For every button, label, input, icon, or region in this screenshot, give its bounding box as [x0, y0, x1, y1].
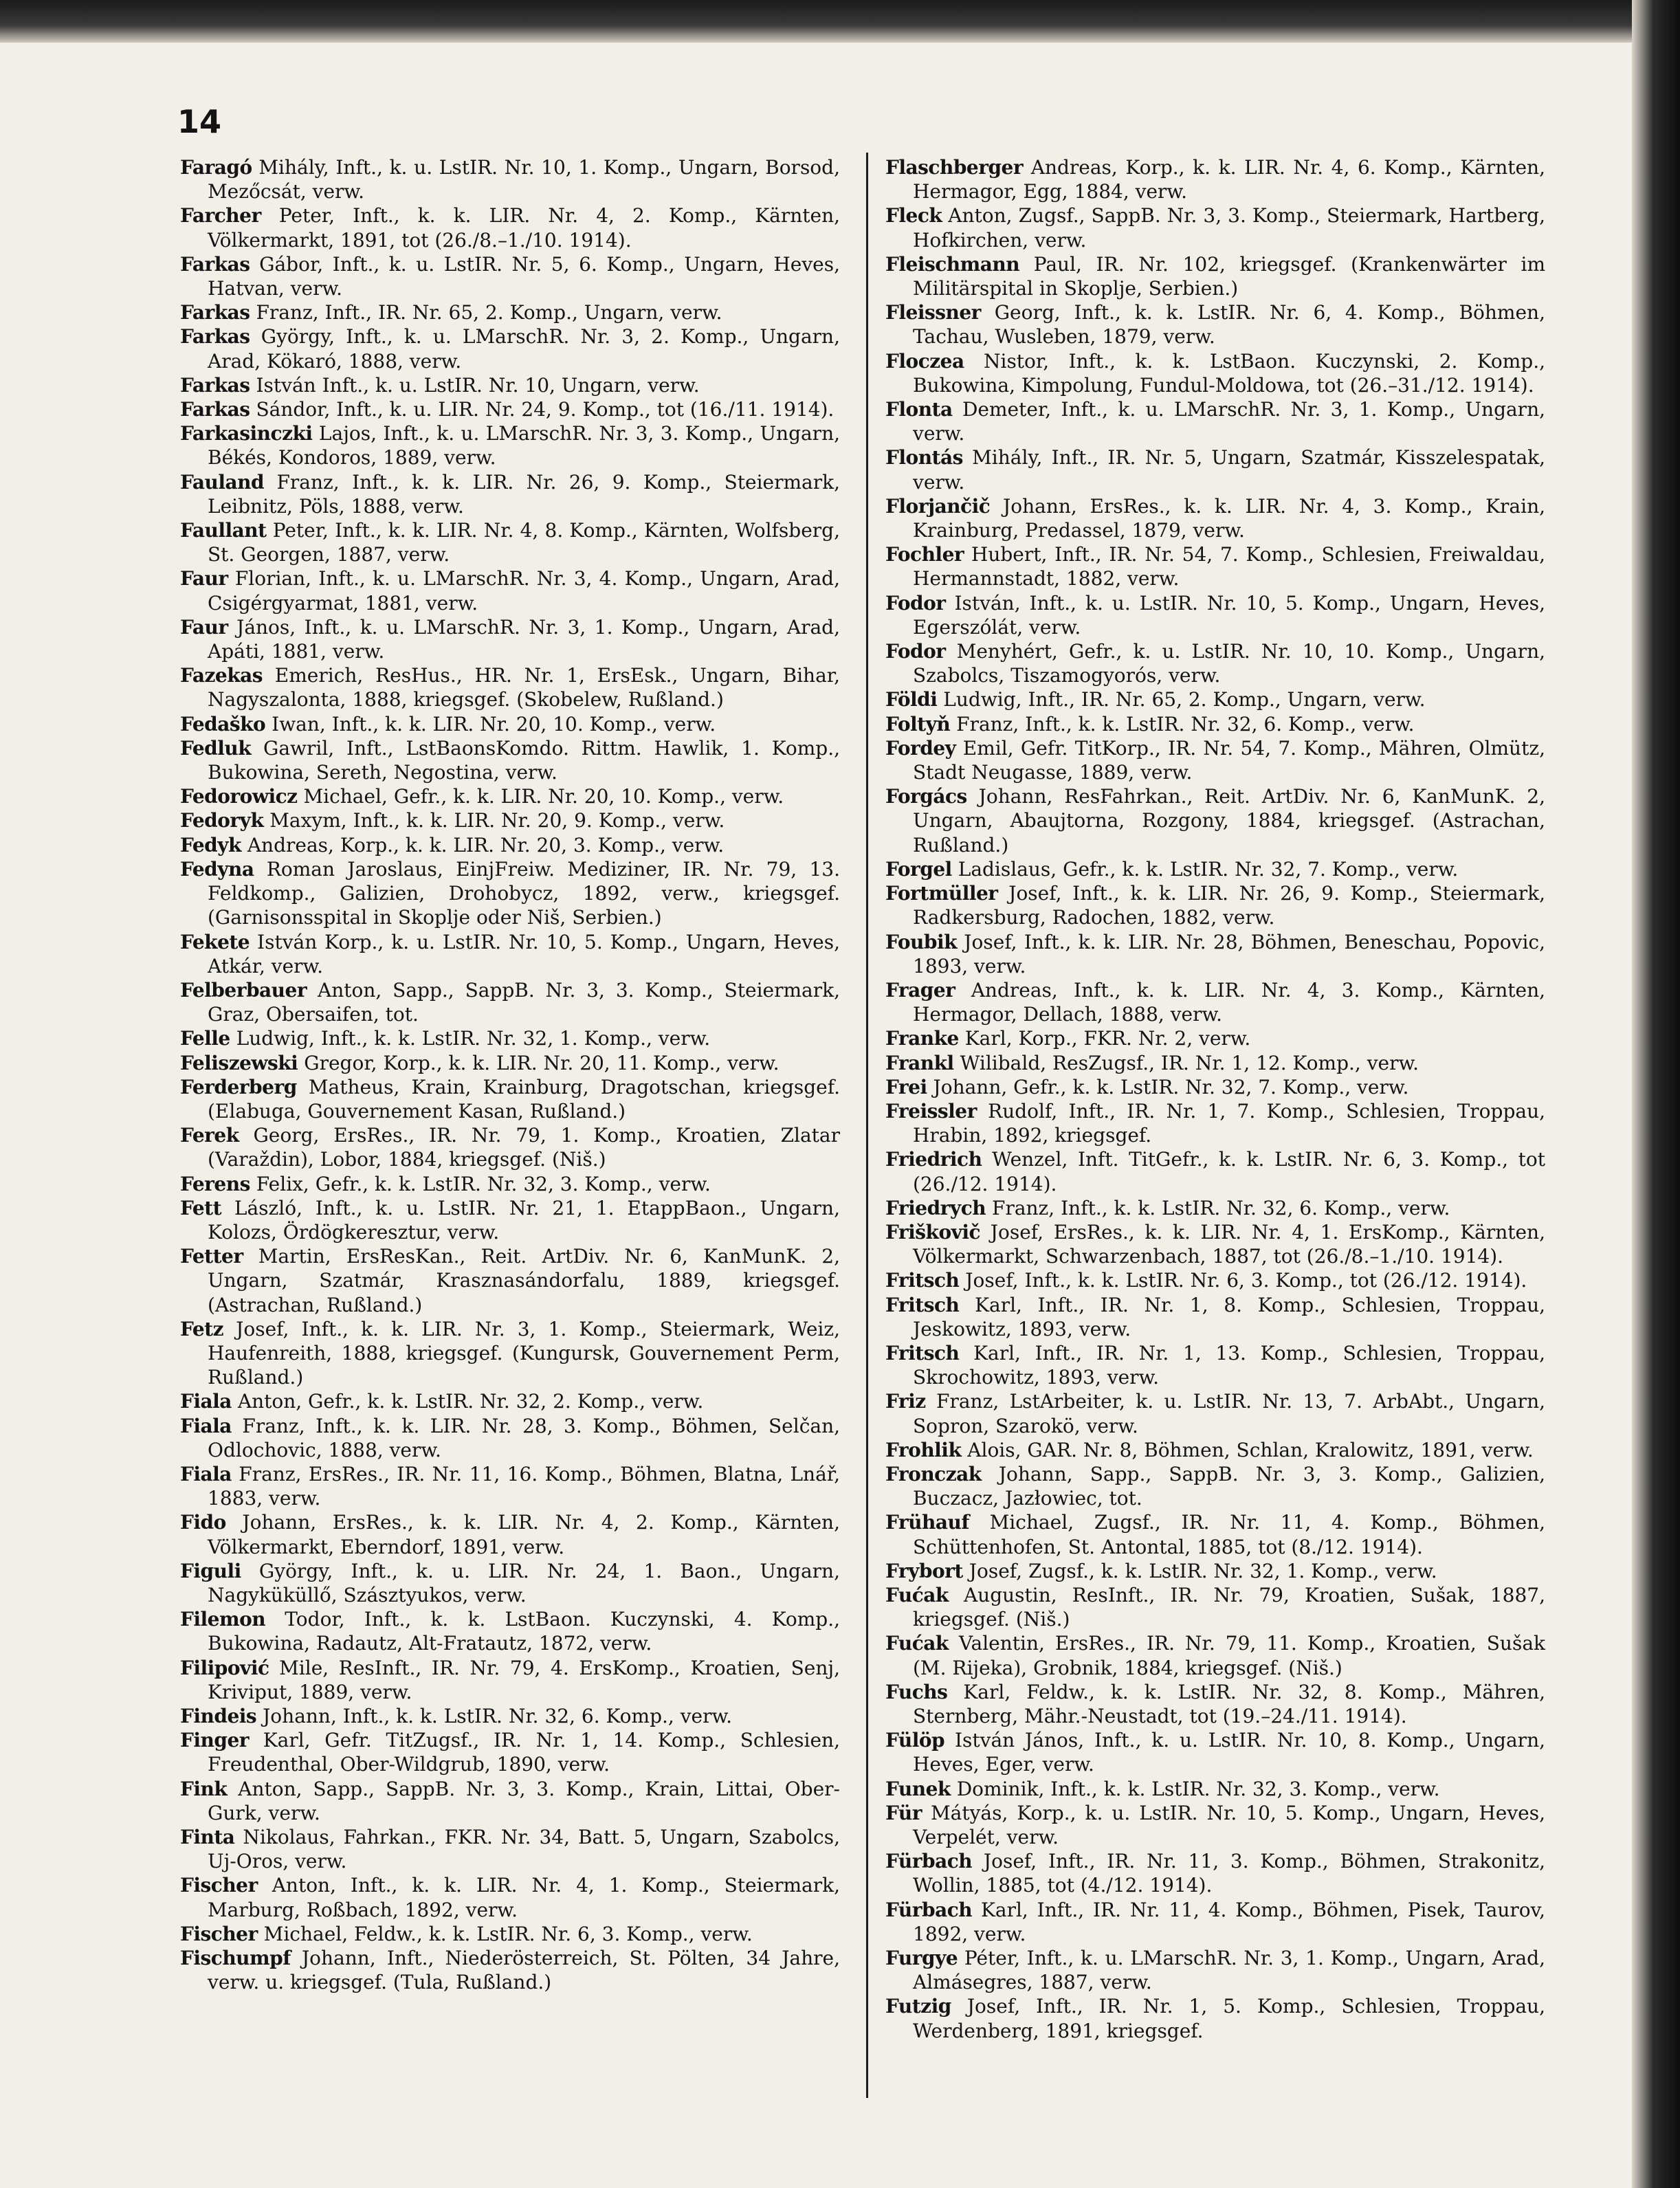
entry-details: Valentin, ErsRes., IR. Nr. 79, 11. Komp., Kroatien, Sušak (M. Rijeka), Grobnik, 1884, kriegsgef. (Niš.) — [913, 1632, 1545, 1679]
entry-surname: Foltyň — [885, 712, 951, 736]
entry-details: Gregor, Korp., k. k. LIR. Nr. 20, 11. Komp., verw. — [304, 1051, 780, 1074]
entry-details: Karl, Inft., IR. Nr. 1, 13. Komp., Schlesien, Troppau, Skrochowitz, 1893, verw. — [913, 1341, 1545, 1389]
entry-details: Johann, ErsRes., k. k. LIR. Nr. 4, 2. Komp., Kärnten, Völkermarkt, Eberndorf, 1891, verw. — [208, 1511, 840, 1558]
list-entry — [180, 663, 840, 711]
entry-details: Mátyás, Korp., k. u. LstIR. Nr. 10, 5. Komp., Ungarn, Heves, Verpelét, verw. — [913, 1801, 1545, 1849]
entry-details: Roman Jaroslaus, EinjFreiw. Mediziner, IR. Nr. 79, 13. Feldkomp., Galizien, Drohobycz, 1892, verw., kriegsgef. (Garnisonsspital in Skoplje oder Niš, Serbien.) — [208, 857, 840, 929]
entry-details: Anton, Sapp., SappB. Nr. 3, 3. Komp., Krain, Littai, Ober-Gurk, verw. — [208, 1777, 840, 1824]
entry-details: György, Inft., k. u. LIR. Nr. 24, 1. Baon., Ungarn, Nagyküküllő, Szásztyukos, verw. — [208, 1559, 840, 1606]
entry-surname: Fürbach — [885, 1850, 973, 1873]
list-entry — [885, 1075, 1545, 1099]
entry-details: Josef, Inft., k. k. LIR. Nr. 26, 9. Komp., Steiermark, Radkersburg, Radochen, 1882, verw. — [913, 882, 1546, 929]
entry-surname: Fauland — [180, 470, 265, 494]
entry-surname: Ferderberg — [180, 1075, 297, 1098]
list-entry — [885, 542, 1545, 590]
list-entry — [180, 324, 840, 373]
list-entry — [180, 155, 840, 203]
entry-details: Johann, Gefr., k. k. LstIR. Nr. 32, 7. Komp., verw. — [933, 1075, 1409, 1098]
list-entry — [180, 421, 840, 469]
entry-surname: Farkas — [180, 398, 250, 421]
list-entry — [180, 1510, 840, 1558]
entry-surname: Fordey — [885, 736, 956, 760]
entry-details: Franz, Inft., k. k. LIR. Nr. 28, 3. Komp., Böhmen, Selčan, Odlochovic, 1888, verw. — [208, 1414, 840, 1461]
list-entry — [180, 833, 840, 857]
entry-surname: Faur — [180, 567, 228, 590]
entry-surname: Frei — [885, 1075, 927, 1098]
list-entry — [885, 1026, 1545, 1050]
list-entry — [180, 930, 840, 978]
entry-details: Mihály, Inft., k. u. LstIR. Nr. 10, 1. Komp., Ungarn, Borsod, Mezőcsát, verw. — [208, 156, 840, 203]
entry-surname: Felberbauer — [180, 978, 307, 1002]
list-entry — [885, 1293, 1545, 1341]
list-entry — [180, 1317, 840, 1390]
entry-surname: Foubik — [885, 930, 957, 953]
entry-surname: Friškovič — [885, 1220, 981, 1244]
entry-surname: Fiala — [180, 1390, 232, 1413]
list-entry — [180, 1873, 840, 1921]
entry-details: Karl, Inft., IR. Nr. 1, 8. Komp., Schlesien, Troppau, Jeskowitz, 1893, verw. — [913, 1293, 1546, 1340]
list-entry — [885, 445, 1545, 494]
entry-details: Michael, Zugsf., IR. Nr. 11, 4. Komp., Böhmen, Schüttenhofen, St. Antontal, 1885, tot (8./12. 1914). — [913, 1511, 1545, 1558]
entry-surname: Filemon — [180, 1608, 266, 1631]
list-entry — [885, 1220, 1545, 1268]
entry-details: Matheus, Krain, Krainburg, Dragotschan, kriegsgef. (Elabuga, Gouvernement Kasan, Rußland.) — [208, 1075, 840, 1123]
entry-details: Iwan, Inft., k. k. LIR. Nr. 20, 10. Komp., verw. — [272, 712, 716, 736]
list-entry — [180, 1026, 840, 1050]
entry-details: Franz, Inft., k. k. LIR. Nr. 26, 9. Komp., Steiermark, Leibnitz, Pöls, 1888, verw. — [208, 470, 840, 518]
list-entry — [180, 566, 840, 615]
entry-surname: Fido — [180, 1511, 226, 1534]
list-entry — [180, 1656, 840, 1704]
entry-surname: Fućak — [885, 1632, 949, 1655]
list-entry — [180, 203, 840, 252]
entry-surname: Fleissner — [885, 301, 981, 324]
right-column — [885, 155, 1545, 2043]
entry-surname: Freissler — [885, 1099, 977, 1123]
entry-details: Alois, GAR. Nr. 8, Böhmen, Schlan, Kralowitz, 1891, verw. — [967, 1438, 1534, 1461]
entry-surname: Fedluk — [180, 736, 252, 760]
entry-details: Johann, ResFahrkan., Reit. ArtDiv. Nr. 6, KanMunK. 2, Ungarn, Abaujtorna, Rozgony, 1884, kriegsgef. (Astrachan, Rußland.) — [913, 785, 1545, 857]
entry-details: István Inft., k. u. LstIR. Nr. 10, Ungarn, verw. — [256, 373, 700, 397]
entry-details: István Korp., k. u. LstIR. Nr. 10, 5. Komp., Ungarn, Heves, Atkár, verw. — [208, 930, 841, 977]
entry-surname: Faragó — [180, 156, 252, 179]
list-entry — [180, 857, 840, 930]
entry-surname: Farkas — [180, 301, 250, 324]
list-entry — [885, 1341, 1545, 1389]
list-entry — [885, 1051, 1545, 1075]
entry-details: Emil, Gefr. TitKorp., IR. Nr. 54, 7. Komp., Mähren, Olmütz, Stadt Neugasse, 1889, verw. — [913, 736, 1545, 784]
entry-details: Ladislaus, Gefr., k. k. LstIR. Nr. 32, 7. Komp., verw. — [958, 857, 1459, 881]
list-entry — [885, 1801, 1545, 1849]
entry-details: Johann, Inft., k. k. LstIR. Nr. 32, 6. Komp., verw. — [263, 1705, 733, 1727]
entry-details: Paul, IR. Nr. 102, kriegsgef. (Krankenwärter im Militärspital in Skoplje, Serbien.) — [913, 252, 1546, 300]
entry-details: Franz, ErsRes., IR. Nr. 11, 16. Komp., Böhmen, Blatna, Lnář, 1883, verw. — [208, 1462, 840, 1510]
list-entry — [885, 1849, 1545, 1897]
list-entry — [885, 736, 1545, 784]
entry-details: Menyhért, Gefr., k. u. LstIR. Nr. 10, 10. Komp., Ungarn, Szabolcs, Tiszamogyorós, verw. — [913, 640, 1546, 687]
entry-details: Franz, LstArbeiter, k. u. LstIR. Nr. 13, 7. ArbAbt., Ungarn, Sopron, Szarokö, verw. — [913, 1390, 1545, 1437]
entry-surname: Fritsch — [885, 1293, 960, 1316]
entry-surname: Fuchs — [885, 1680, 948, 1703]
list-entry — [885, 1268, 1545, 1292]
entry-details: Wilibald, ResZugsf., IR. Nr. 1, 12. Komp., verw. — [960, 1051, 1419, 1074]
entry-surname: Frühauf — [885, 1511, 969, 1534]
entry-details: Anton, Inft., k. k. LIR. Nr. 4, 1. Komp., Steiermark, Marburg, Roßbach, 1892, verw. — [208, 1874, 840, 1921]
list-entry — [180, 1825, 840, 1873]
entry-details: Mihály, Inft., IR. Nr. 5, Ungarn, Szatmár, Kisszelespatak, verw. — [913, 446, 1545, 494]
list-entry — [885, 1559, 1545, 1583]
entry-surname: Fetz — [180, 1317, 223, 1340]
entry-surname: Fodor — [885, 591, 946, 615]
entry-surname: Farkas — [180, 325, 250, 349]
list-entry — [885, 1147, 1545, 1195]
list-entry — [885, 639, 1545, 687]
entry-details: Peter, Inft., k. k. LIR. Nr. 4, 8. Komp., Kärnten, Wolfsberg, St. Georgen, 1887, verw. — [208, 519, 840, 566]
entry-surname: Fronczak — [885, 1462, 982, 1485]
list-entry — [180, 397, 840, 421]
list-entry — [885, 1196, 1545, 1220]
list-entry — [180, 1462, 840, 1510]
entry-surname: Fleischmann — [885, 252, 1020, 276]
entry-details: Andreas, Inft., k. k. LIR. Nr. 4, 3. Komp., Kärnten, Hermagor, Dellach, 1888, verw. — [913, 978, 1545, 1026]
entry-details: Nikolaus, Fahrkan., FKR. Nr. 34, Batt. 5, Ungarn, Szabolcs, Uj-Oros, verw. — [208, 1826, 841, 1873]
entry-details: Hubert, Inft., IR. Nr. 54, 7. Komp., Schlesien, Freiwaldau, Hermannstadt, 1882, verw. — [913, 543, 1545, 590]
entry-details: László, Inft., k. u. LstIR. Nr. 21, 1. EtappBaon., Ungarn, Kolozs, Ördögkeresztur, verw. — [208, 1196, 840, 1244]
entry-surname: Fochler — [885, 543, 964, 566]
list-entry — [180, 978, 840, 1026]
entry-surname: Floczea — [885, 349, 964, 373]
list-entry — [885, 1462, 1545, 1510]
entry-details: Georg, ErsRes., IR. Nr. 79, 1. Komp., Kroatien, Zlatar (Varaždin), Lobor, 1884, kriegsgef. (Niš.) — [208, 1124, 841, 1171]
list-entry — [180, 1123, 840, 1171]
list-entry — [885, 712, 1545, 736]
entry-surname: Fischer — [180, 1874, 258, 1897]
list-entry — [180, 1244, 840, 1317]
entry-surname: Ferens — [180, 1172, 250, 1195]
entry-surname: Futzig — [885, 1995, 951, 2018]
entry-details: Andreas, Korp., k. k. LIR. Nr. 4, 6. Komp., Kärnten, Hermagor, Egg, 1884, verw. — [913, 156, 1545, 203]
entry-surname: Fritsch — [885, 1269, 960, 1292]
list-entry — [885, 687, 1545, 711]
entry-surname: Funek — [885, 1777, 951, 1800]
list-entry — [885, 397, 1545, 445]
list-entry — [180, 736, 840, 784]
entry-surname: Fetter — [180, 1245, 243, 1268]
entry-surname: Filipović — [180, 1656, 269, 1679]
entry-surname: Farkas — [180, 373, 250, 397]
column-divider — [866, 153, 868, 2098]
entry-details: Karl, Gefr. TitZugsf., IR. Nr. 1, 14. Komp., Schlesien, Freudenthal, Ober-Wildgrub, 1890, verw. — [208, 1729, 840, 1776]
list-entry — [885, 1777, 1545, 1801]
list-entry — [885, 1898, 1545, 1946]
list-entry — [885, 203, 1545, 252]
list-entry — [180, 615, 840, 663]
entry-surname: Friz — [885, 1390, 926, 1413]
list-entry — [180, 1704, 840, 1728]
list-entry — [180, 808, 840, 832]
entry-surname: Fodor — [885, 640, 946, 663]
entry-surname: Frohlik — [885, 1438, 962, 1461]
list-entry — [180, 1946, 840, 1994]
list-entry — [180, 470, 840, 518]
list-entry — [885, 1680, 1545, 1728]
entry-surname: Feliszewski — [180, 1051, 298, 1074]
list-entry — [885, 1389, 1545, 1437]
entry-details: Karl, Korp., FKR. Nr. 2, verw. — [964, 1027, 1251, 1050]
entry-details: Franz, Inft., k. k. LstIR. Nr. 32, 6. Komp., verw. — [956, 712, 1415, 736]
entry-details: Rudolf, Inft., IR. Nr. 1, 7. Komp., Schlesien, Troppau, Hrabin, 1892, kriegsgef. — [913, 1099, 1546, 1147]
entry-details: Gawril, Inft., LstBaonsKomdo. Rittm. Hawlik, 1. Komp., Bukowina, Sereth, Negostina, verw. — [208, 736, 840, 784]
entry-details: Mile, ResInft., IR. Nr. 79, 4. ErsKomp., Kroatien, Senj, Kriviput, 1889, verw. — [208, 1656, 840, 1703]
left-column — [180, 155, 840, 1994]
entry-surname: Faullant — [180, 519, 267, 542]
entry-details: Johann, Inft., Niederösterreich, St. Pölten, 34 Jahre, verw. u. kriegsgef. (Tula, Rußland.) — [208, 1947, 841, 1994]
entry-surname: Fischumpf — [180, 1947, 291, 1970]
list-entry — [885, 881, 1545, 929]
entry-details: Karl, Inft., IR. Nr. 11, 4. Komp., Böhmen, Pisek, Taurov, 1892, verw. — [913, 1898, 1545, 1945]
entry-surname: Findeis — [180, 1705, 257, 1727]
list-entry — [180, 712, 840, 736]
entry-surname: Fett — [180, 1196, 222, 1219]
entry-details: Anton, Sapp., SappB. Nr. 3, 3. Komp., Steiermark, Graz, Obersaifen, tot. — [208, 978, 841, 1026]
entry-surname: Fućak — [885, 1583, 949, 1606]
entry-details: Sándor, Inft., k. u. LIR. Nr. 24, 9. Komp., tot (16./11. 1914). — [256, 398, 835, 421]
entry-surname: Furgye — [885, 1947, 958, 1970]
list-entry — [885, 591, 1545, 639]
list-entry — [885, 1438, 1545, 1462]
list-entry — [180, 1728, 840, 1776]
entry-surname: Felle — [180, 1027, 230, 1050]
entry-surname: Flaschberger — [885, 156, 1024, 179]
entry-details: Johann, Sapp., SappB. Nr. 3, 3. Komp., Galizien, Buczacz, Jazłowiec, tot. — [913, 1462, 1545, 1510]
list-entry — [180, 1559, 840, 1607]
entry-surname: Frankl — [885, 1051, 954, 1074]
entry-surname: Farcher — [180, 204, 261, 228]
list-entry — [885, 1583, 1545, 1631]
entry-details: Andreas, Korp., k. k. LIR. Nr. 20, 3. Komp., verw. — [247, 833, 725, 857]
entry-details: Martin, ErsResKan., Reit. ArtDiv. Nr. 6, KanMunK. 2, Ungarn, Szatmár, Krasznasándorfalu, 1889, kriegsgef. (Astrachan, Rußland.) — [208, 1245, 840, 1316]
list-entry — [885, 494, 1545, 542]
entry-surname: Fürbach — [885, 1898, 973, 1921]
list-entry — [180, 252, 840, 300]
entry-surname: Finger — [180, 1729, 250, 1752]
entry-surname: Fedaško — [180, 712, 266, 736]
list-entry — [885, 784, 1545, 857]
entry-surname: Fedyk — [180, 833, 241, 857]
entry-surname: Forgel — [885, 857, 952, 881]
list-entry — [885, 930, 1545, 978]
entry-surname: Fink — [180, 1777, 228, 1800]
entry-details: Georg, Inft., k. k. LstIR. Nr. 6, 4. Komp., Böhmen, Tachau, Wusleben, 1879, verw. — [913, 301, 1545, 349]
entry-details: Franz, Inft., IR. Nr. 65, 2. Komp., Ungarn, verw. — [256, 301, 722, 324]
entry-details: Michael, Feldw., k. k. LstIR. Nr. 6, 3. Komp., verw. — [263, 1922, 753, 1945]
entry-surname: Flonta — [885, 398, 953, 421]
list-entry — [885, 155, 1545, 203]
entry-surname: Fritsch — [885, 1341, 960, 1364]
entry-details: Nistor, Inft., k. k. LstBaon. Kuczynski, 2. Komp., Bukowina, Kimpolung, Fundul-Moldowa, tot (26.–31./12. 1914). — [913, 349, 1546, 397]
entry-details: Péter, Inft., k. u. LMarschR. Nr. 3, 1. Komp., Ungarn, Arad, Almásegres, 1887, verw. — [913, 1947, 1545, 1994]
entry-details: Lajos, Inft., k. u. LMarschR. Nr. 3, 3. Komp., Ungarn, Békés, Kondoros, 1889, verw. — [208, 422, 841, 469]
list-entry — [885, 1510, 1545, 1558]
entry-details: Augustin, ResInft., IR. Nr. 79, Kroatien, Sušak, 1887, kriegsgef. (Niš.) — [913, 1583, 1545, 1631]
entry-details: Gábor, Inft., k. u. LstIR. Nr. 5, 6. Komp., Ungarn, Heves, Hatvan, verw. — [208, 252, 840, 300]
entry-details: Ludwig, Inft., IR. Nr. 65, 2. Komp., Ungarn, verw. — [943, 688, 1426, 711]
list-entry — [885, 1631, 1545, 1679]
entry-details: Josef, ErsRes., k. k. LIR. Nr. 4, 1. ErsKomp., Kärnten, Völkermarkt, Schwarzenbach, 1887, tot (26./8.–1./10. 1914). — [913, 1220, 1545, 1268]
list-entry — [180, 1051, 840, 1075]
list-entry — [885, 252, 1545, 300]
entry-surname: Fülöp — [885, 1729, 945, 1752]
list-entry — [180, 518, 840, 566]
entry-surname: Florjančič — [885, 494, 991, 518]
list-entry — [885, 1728, 1545, 1776]
entry-details: Michael, Gefr., k. k. LIR. Nr. 20, 10. Komp., verw. — [303, 785, 784, 808]
list-entry — [180, 300, 840, 324]
entry-surname: Földi — [885, 688, 938, 711]
entry-details: Josef, Inft., IR. Nr. 11, 3. Komp., Böhmen, Strakonitz, Wollin, 1885, tot (4./12. 1914). — [913, 1850, 1545, 1897]
entry-surname: Fazekas — [180, 664, 263, 687]
entry-surname: Forgács — [885, 785, 967, 808]
entry-details: Todor, Inft., k. k. LstBaon. Kuczynski, 4. Komp., Bukowina, Radautz, Alt-Fratautz, 1872, verw. — [208, 1608, 841, 1655]
entry-details: István János, Inft., k. u. LstIR. Nr. 10, 8. Komp., Ungarn, Heves, Eger, verw. — [913, 1729, 1545, 1776]
entry-surname: Fleck — [885, 204, 942, 228]
entry-surname: Farkasinczki — [180, 422, 313, 445]
list-entry — [180, 1389, 840, 1413]
entry-surname: Für — [885, 1801, 922, 1824]
entry-surname: Fiala — [180, 1414, 232, 1437]
entry-details: Demeter, Inft., k. u. LMarschR. Nr. 3, 1. Komp., Ungarn, verw. — [913, 398, 1546, 445]
entry-surname: Ferek — [180, 1124, 239, 1147]
list-entry — [885, 349, 1545, 397]
list-entry — [180, 1922, 840, 1946]
entry-details: Josef, Inft., IR. Nr. 1, 5. Komp., Schlesien, Troppau, Werdenberg, 1891, kriegsgef. — [913, 1995, 1545, 2042]
entry-details: Maxym, Inft., k. k. LIR. Nr. 20, 9. Komp., verw. — [269, 809, 725, 832]
entry-details: Johann, ErsRes., k. k. LIR. Nr. 4, 3. Komp., Krain, Krainburg, Predassel, 1879, verw. — [913, 494, 1546, 542]
entry-surname: Fekete — [180, 930, 250, 953]
entry-surname: Farkas — [180, 252, 250, 276]
entry-details: Josef, Inft., k. k. LIR. Nr. 28, Böhmen, Beneschau, Popovic, 1893, verw. — [913, 930, 1545, 977]
entry-details: Ludwig, Inft., k. k. LstIR. Nr. 32, 1. Komp., verw. — [236, 1027, 711, 1050]
list-entry — [180, 1196, 840, 1244]
entry-surname: Fiala — [180, 1462, 232, 1485]
entry-surname: Fedorowicz — [180, 785, 298, 808]
entry-details: Emerich, ResHus., HR. Nr. 1, ErsEsk., Ungarn, Bihar, Nagyszalonta, 1888, kriegsgef. (Skobelew, Rußland.) — [208, 664, 840, 711]
entry-details: György, Inft., k. u. LMarschR. Nr. 3, 2. Komp., Ungarn, Arad, Kökaró, 1888, verw. — [208, 325, 840, 373]
entry-details: István, Inft., k. u. LstIR. Nr. 10, 5. Komp., Ungarn, Heves, Egerszólát, verw. — [913, 591, 1545, 639]
entry-surname: Finta — [180, 1826, 235, 1849]
list-entry — [180, 784, 840, 808]
entry-details: Florian, Inft., k. u. LMarschR. Nr. 3, 4. Komp., Ungarn, Arad, Csigérgyarmat, 1881, verw. — [208, 567, 840, 615]
list-entry — [885, 1994, 1545, 2042]
list-entry — [180, 1075, 840, 1123]
entry-details: Franz, Inft., k. k. LstIR. Nr. 32, 6. Komp., verw. — [992, 1196, 1450, 1219]
list-entry — [885, 1099, 1545, 1147]
entry-details: Anton, Zugsf., SappB. Nr. 3, 3. Komp., Steiermark, Hartberg, Hofkirchen, verw. — [913, 204, 1545, 252]
entry-surname: Flontás — [885, 446, 963, 469]
entry-details: Josef, Zugsf., k. k. LstIR. Nr. 32, 1. Komp., verw. — [969, 1559, 1437, 1582]
entry-surname: Friedrich — [885, 1148, 982, 1171]
entry-details: Dominik, Inft., k. k. LstIR. Nr. 32, 3. Komp., verw. — [956, 1777, 1440, 1800]
entry-surname: Frybort — [885, 1559, 963, 1582]
entry-surname: Figuli — [180, 1559, 241, 1582]
entry-surname: Franke — [885, 1027, 959, 1050]
list-entry — [885, 1946, 1545, 1994]
entry-surname: Faur — [180, 615, 228, 639]
entry-details: Josef, Inft., k. k. LIR. Nr. 3, 1. Komp., Steiermark, Weiz, Haufenreith, 1888, kriegsgef. (Kungursk, Gouvernement Perm, Rußland.) — [208, 1317, 840, 1389]
list-entry — [180, 1414, 840, 1462]
list-entry — [180, 1172, 840, 1196]
entry-details: János, Inft., k. u. LMarschR. Nr. 3, 1. Komp., Ungarn, Arad, Apáti, 1881, verw. — [208, 615, 840, 663]
list-entry — [885, 857, 1545, 881]
entry-surname: Friedrych — [885, 1196, 986, 1219]
page-number: 14 — [177, 103, 222, 140]
entry-details: Wenzel, Inft. TitGefr., k. k. LstIR. Nr. 6, 3. Komp., tot (26./12. 1914). — [913, 1148, 1545, 1195]
entry-surname: Fedoryk — [180, 809, 264, 832]
entry-surname: Fischer — [180, 1922, 258, 1945]
entry-details: Karl, Feldw., k. k. LstIR. Nr. 32, 8. Komp., Mähren, Sternberg, Mähr.-Neustadt, tot (19.–24./11. 1914). — [913, 1680, 1546, 1727]
entry-details: Josef, Inft., k. k. LstIR. Nr. 6, 3. Komp., tot (26./12. 1914). — [965, 1269, 1527, 1292]
list-entry — [180, 1607, 840, 1655]
scan-border-top — [0, 0, 1680, 43]
list-entry — [885, 978, 1545, 1026]
list-entry — [180, 373, 840, 397]
list-entry — [180, 1777, 840, 1825]
entry-details: Anton, Gefr., k. k. LstIR. Nr. 32, 2. Komp., verw. — [237, 1390, 704, 1413]
entry-surname: Frager — [885, 978, 955, 1002]
entry-surname: Fedyna — [180, 857, 254, 881]
entry-surname: Fortmüller — [885, 882, 998, 905]
scan-border-right — [1632, 0, 1680, 2188]
entry-details: Felix, Gefr., k. k. LstIR. Nr. 32, 3. Komp., verw. — [256, 1172, 711, 1195]
entry-details: Peter, Inft., k. k. LIR. Nr. 4, 2. Komp., Kärnten, Völkermarkt, 1891, tot (26./8.–1./10. 1914). — [208, 204, 841, 252]
list-entry — [885, 300, 1545, 349]
